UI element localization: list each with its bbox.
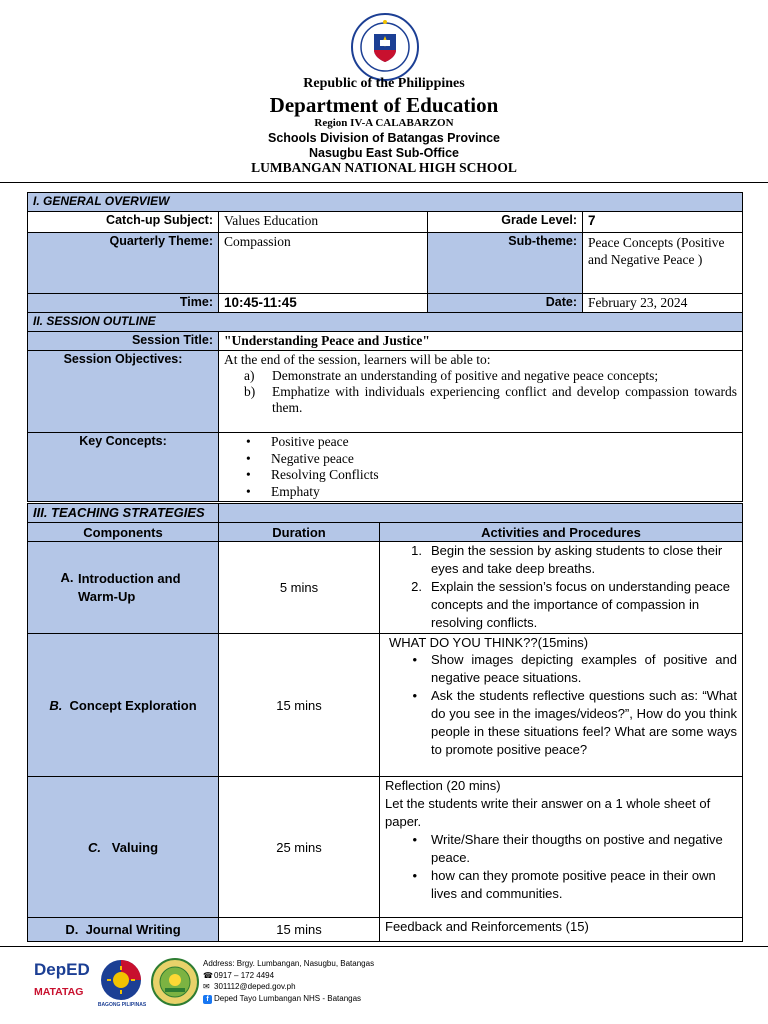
exploration-intro: WHAT DO YOU THINK??(15mins) xyxy=(389,635,589,650)
overview-table xyxy=(27,192,743,502)
deped-matatag-logo xyxy=(34,960,90,998)
key-concept-item: • Positive peace xyxy=(246,434,737,451)
facebook-icon: f xyxy=(203,993,214,1005)
key-concepts-label: Key Concepts: xyxy=(28,433,219,502)
subject-value: Values Education xyxy=(219,212,428,233)
theme-value: Compassion xyxy=(219,233,428,294)
objectives-cell xyxy=(219,351,743,433)
activities-valuing xyxy=(380,777,743,918)
duration-intro: 5 mins xyxy=(219,542,380,634)
component-valuing: C. Valuing xyxy=(28,777,219,918)
region-heading: Region IV-A CALABARZON xyxy=(314,117,454,129)
bagong-pilipinas-logo xyxy=(96,958,146,1008)
address-line: Address: Brgy. Lumbangan, Nasugbu, Batangas xyxy=(203,959,375,968)
valuing-instruction: Let the students write their answer on a 1 whole sheet of paper. xyxy=(385,796,711,829)
key-concept-item: • Emphaty xyxy=(246,484,737,501)
objectives-intro: At the end of the session, learners will be able to: xyxy=(224,352,491,367)
step-item: 1. Begin the session by asking students to close their eyes and take deep breaths. xyxy=(411,543,723,576)
valuing-intro: Reflection (20 mins) xyxy=(385,778,501,793)
time-label: Time: xyxy=(28,294,219,313)
component-intro: A. Introduction and Warm-Up xyxy=(28,542,219,634)
component-concept-exploration: B. Concept Exploration xyxy=(28,634,219,777)
activities-concept-exploration xyxy=(380,634,743,777)
objective-item: b) Emphatize with individuals experiencing conflict and develop compassion towards them. xyxy=(244,384,738,415)
phone-icon: ☎ xyxy=(203,970,213,980)
subtheme-label: Sub-theme: xyxy=(428,233,583,294)
division-heading: Schools Division of Batangas Province xyxy=(267,131,500,145)
deped-wordmark: DepED xyxy=(34,960,90,979)
school-heading: LUMBANGAN NATIONAL HIGH SCHOOL xyxy=(251,160,517,175)
key-concepts-list xyxy=(224,434,737,500)
date-label: Date: xyxy=(428,294,583,313)
subtheme-value: Peace Concepts (Positive and Negative Peace ) xyxy=(583,233,743,294)
bullet-item: • Show images depicting examples of positive and negative peace situations. xyxy=(412,652,737,685)
facebook-line[interactable]: f Deped Tayo Lumbangan NHS - Batangas xyxy=(203,993,374,1005)
valuing-bullets xyxy=(385,831,737,903)
session-title-value: "Understanding Peace and Justice" xyxy=(219,332,743,351)
objectives-list xyxy=(224,368,737,416)
mail-icon: ✉ xyxy=(203,982,210,991)
col-duration: Duration xyxy=(219,523,380,542)
section-general-overview: I. GENERAL OVERVIEW xyxy=(28,193,743,212)
col-activities: Activities and Procedures xyxy=(380,523,743,542)
contact-info xyxy=(203,958,374,1004)
exploration-bullets xyxy=(385,651,737,759)
bullet-item: • how can they promote positive peace in their own lives and communities. xyxy=(412,868,716,901)
key-concept-item: • Resolving Conflicts xyxy=(246,467,737,484)
suboffice-heading: Nasugbu East Sub-Office xyxy=(308,146,460,160)
session-title-label: Session Title: xyxy=(28,332,219,351)
objective-item: a) Demonstrate an understanding of positive and negative peace concepts; xyxy=(244,368,659,383)
grade-label: Grade Level: xyxy=(428,212,583,233)
teaching-strategies-table xyxy=(27,503,743,942)
theme-label: Quarterly Theme: xyxy=(28,233,219,294)
intro-steps xyxy=(385,542,737,632)
time-value: 10:45-11:45 xyxy=(219,294,428,313)
duration-journal-writing: 15 mins xyxy=(219,918,380,942)
activities-intro xyxy=(380,542,743,634)
section-teaching-strategies: III. TEACHING STRATEGIES xyxy=(28,504,219,523)
objectives-label: Session Objectives: xyxy=(28,351,219,433)
step-item: 2. Explain the session’s focus on understanding peace concepts and the importance of compassion in resolving conflicts. xyxy=(411,579,730,630)
component-journal-writing: D. Journal Writing xyxy=(28,918,219,942)
school-seal-logo xyxy=(151,958,199,1006)
footer-divider xyxy=(0,946,768,947)
key-concepts-cell xyxy=(219,433,743,502)
matatag-wordmark: MATATAG xyxy=(34,986,84,998)
bagong-pilipinas-text: BAGONG PILIPINAS xyxy=(97,1002,147,1008)
phone-line: ☎ 0917 – 172 4494 xyxy=(203,970,275,980)
key-concept-item: • Negative peace xyxy=(246,451,737,468)
date-value: February 23, 2024 xyxy=(583,294,743,313)
bullet-item: • Write/Share their thougths on postive and negative peace. xyxy=(412,832,723,865)
subject-label: Catch-up Subject: xyxy=(28,212,219,233)
republic-heading: Republic of the Philippines xyxy=(303,76,465,91)
department-heading: Department of Education xyxy=(269,93,499,117)
bullet-item: • Ask the students reflective questions such as: “What do you see in the images/videos?”, How do you think people in these situations feel? What are some ways to promote positive peace? xyxy=(412,688,737,757)
section-session-outline: II. SESSION OUTLINE xyxy=(28,313,743,332)
grade-value: 7 xyxy=(583,212,743,233)
duration-concept-exploration: 15 mins xyxy=(219,634,380,777)
deped-seal-logo xyxy=(350,12,420,82)
activities-journal-writing: Feedback and Reinforcements (15) xyxy=(380,918,743,942)
duration-valuing: 25 mins xyxy=(219,777,380,918)
email-line[interactable]: ✉ 301112@deped.gov.ph xyxy=(203,982,296,991)
col-components: Components xyxy=(28,523,219,542)
header-divider xyxy=(0,182,768,183)
